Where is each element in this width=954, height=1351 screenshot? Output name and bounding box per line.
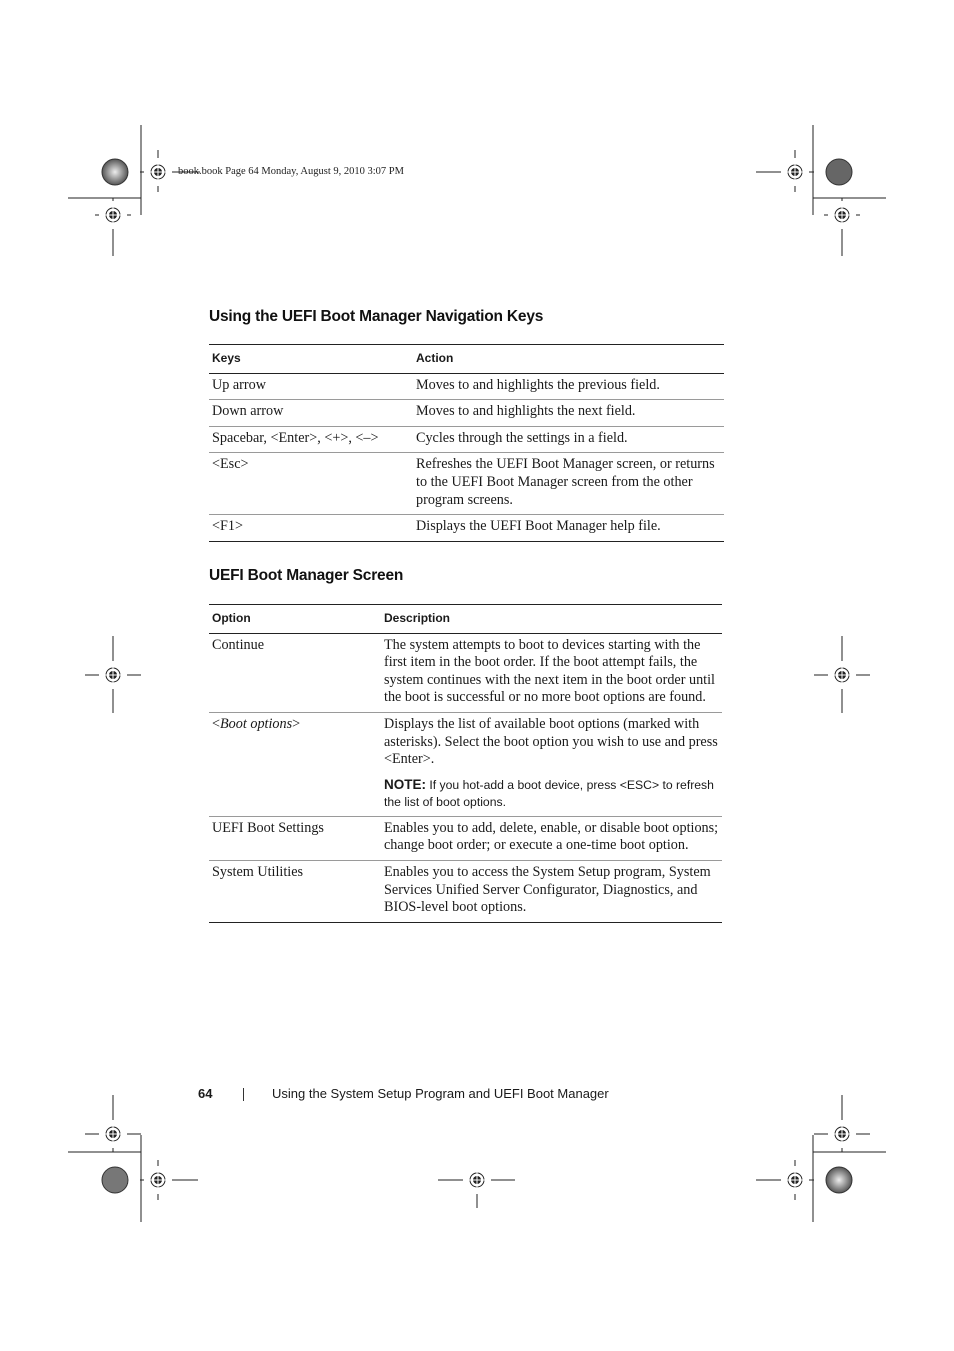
- table-header-row: [209, 605, 722, 634]
- page-number: 64: [198, 1086, 213, 1101]
- note-block: [384, 776, 719, 811]
- table-row: [209, 860, 722, 922]
- action-cell: Cycles through the settings in a field.: [413, 426, 724, 453]
- table-row: [209, 816, 722, 860]
- action-cell: Moves to and highlights the previous field.: [413, 373, 724, 400]
- registration-mark-icon: [99, 661, 127, 689]
- registration-mark-icon: [95, 201, 131, 229]
- table-row: [209, 453, 724, 515]
- column-header-action: Action: [413, 345, 724, 374]
- nav-keys-heading: Using the UEFI Boot Manager Navigation Keys: [209, 308, 544, 325]
- note-label: NOTE:: [384, 776, 426, 792]
- color-disc-icon: [826, 1167, 852, 1193]
- description-cell: [381, 712, 722, 816]
- boot-screen-heading: UEFI Boot Manager Screen: [209, 567, 404, 584]
- note-text: If you hot-add a boot device, press <ESC> to refresh the list of boot options.: [384, 777, 714, 809]
- column-header-option: Option: [209, 605, 381, 634]
- description-cell: The system attempts to boot to devices starting with the first item in the boot order. If the boot attempt fails, the system continues with the next item in the boot order until the boot is successful or no more boot options are found.: [381, 633, 722, 712]
- description-cell: Enables you to add, delete, enable, or disable boot options; change boot order; or execute a one-time boot option.: [381, 816, 722, 860]
- table-row: [209, 400, 724, 427]
- nav-keys-table: [209, 344, 724, 542]
- table-row: [209, 426, 724, 453]
- option-bracket-close: >: [292, 715, 301, 732]
- print-header-stamp: book.book Page 64 Monday, August 9, 2010 3:07 PM: [178, 166, 404, 177]
- color-disc-icon: [102, 159, 128, 185]
- registration-mark-icon: [463, 1166, 491, 1194]
- action-cell: Displays the UEFI Boot Manager help file.: [413, 515, 724, 542]
- registration-mark-icon: [828, 1120, 856, 1148]
- table-header-row: [209, 345, 724, 374]
- key-cell: Up arrow: [209, 373, 413, 400]
- registration-mark-icon: [824, 201, 860, 229]
- option-italic-text: Boot options: [220, 715, 293, 732]
- registration-mark-icon: [781, 1166, 809, 1194]
- table-row: [209, 373, 724, 400]
- option-cell: UEFI Boot Settings: [209, 816, 381, 860]
- registration-mark-icon: [144, 1166, 172, 1194]
- option-cell: System Utilities: [209, 860, 381, 922]
- action-cell: Moves to and highlights the next field.: [413, 400, 724, 427]
- option-bracket-open: <: [212, 715, 221, 732]
- column-header-description: Description: [381, 605, 722, 634]
- key-cell: <F1>: [209, 515, 413, 542]
- option-cell: [209, 712, 381, 816]
- table-row: [209, 712, 722, 816]
- registration-mark-icon: [99, 1120, 127, 1148]
- color-disc-icon: [102, 1167, 128, 1193]
- key-cell: Spacebar, <Enter>, <+>, <–>: [209, 426, 413, 453]
- table-row: [209, 633, 722, 712]
- description-text: Displays the list of available boot options (marked with asterisks). Select the boot option you wish to use and press <Enter>.: [384, 715, 718, 768]
- footer-chapter-title: Using the System Setup Program and UEFI Boot Manager: [272, 1086, 609, 1101]
- key-cell: <Esc>: [209, 453, 413, 515]
- boot-options-table: [209, 604, 722, 923]
- description-cell: Enables you to access the System Setup program, System Services Unified Server Configurator, Diagnostics, and BIOS-level boot options.: [381, 860, 722, 922]
- key-cell: Down arrow: [209, 400, 413, 427]
- registration-mark-icon: [781, 158, 809, 186]
- option-cell: Continue: [209, 633, 381, 712]
- column-header-keys: Keys: [209, 345, 413, 374]
- registration-mark-icon: [828, 661, 856, 689]
- table-row: [209, 515, 724, 542]
- footer-divider: [243, 1088, 244, 1101]
- color-disc-icon: [826, 159, 852, 185]
- action-cell: Refreshes the UEFI Boot Manager screen, or returns to the UEFI Boot Manager screen from the other program screens.: [413, 453, 724, 515]
- registration-mark-icon: [140, 158, 176, 186]
